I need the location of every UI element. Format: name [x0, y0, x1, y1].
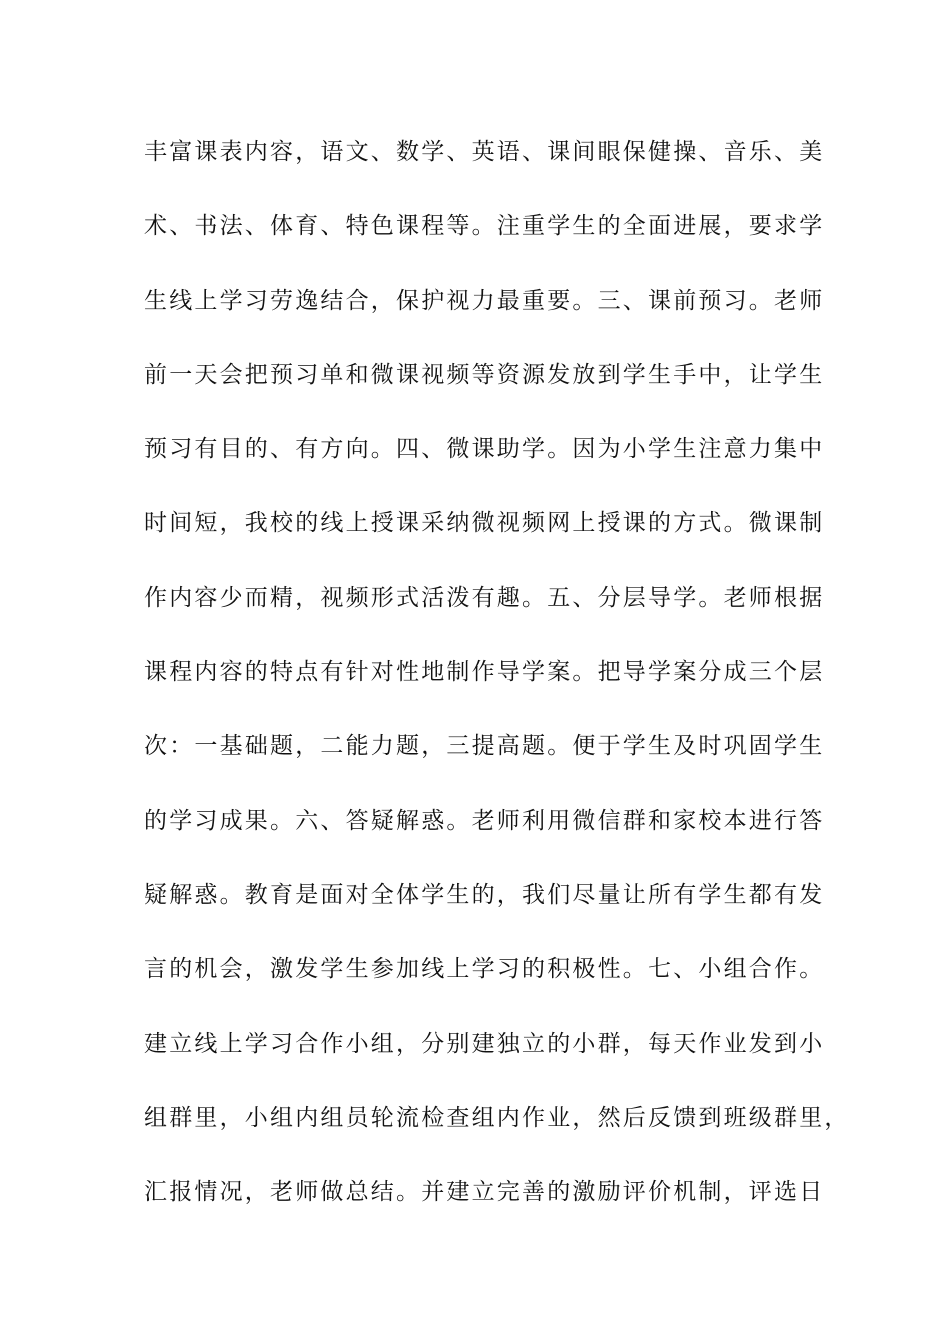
text-line: 汇报情况，老师做总结。并建立完善的激励评价机制，评选日 [144, 1179, 825, 1206]
text-line: 组群里，小组内组员轮流检查组内作业，然后反馈到班级群里， [144, 1104, 850, 1131]
body-text [144, 132, 850, 1246]
text-line: 前一天会把预习单和微课视频等资源发放到学生手中，让学生 [144, 361, 825, 388]
text-line: 次：一基础题，二能力题，三提高题。便于学生及时巩固学生 [144, 733, 825, 760]
text-line: 言的机会，激发学生参加线上学习的积极性。七、小组合作。 [144, 956, 825, 983]
text-line: 生线上学习劳逸结合，保护视力最重要。三、课前预习。老师 [144, 287, 825, 314]
text-line: 丰富课表内容，语文、数学、英语、课间眼保健操、音乐、美 [144, 139, 825, 165]
text-line: 疑解惑。教育是面对全体学生的，我们尽量让所有学生都有发 [144, 881, 825, 908]
text-line: 术、书法、体育、特色课程等。注重学生的全面进展，要求学 [144, 213, 825, 240]
text-line: 时间短，我校的线上授课采纳微视频网上授课的方式。微课制 [144, 510, 825, 537]
text-line: 的学习成果。六、答疑解惑。老师利用微信群和家校本进行答 [144, 807, 825, 834]
text-line: 预习有目的、有方向。四、微课助学。因为小学生注意力集中 [144, 436, 825, 463]
text-line: 作内容少而精，视频形式活泼有趣。五、分层导学。老师根据 [144, 584, 825, 611]
text-line: 建立线上学习合作小组，分别建独立的小群，每天作业发到小 [144, 1030, 825, 1057]
text-line: 课程内容的特点有针对性地制作导学案。把导学案分成三个层 [144, 659, 825, 686]
